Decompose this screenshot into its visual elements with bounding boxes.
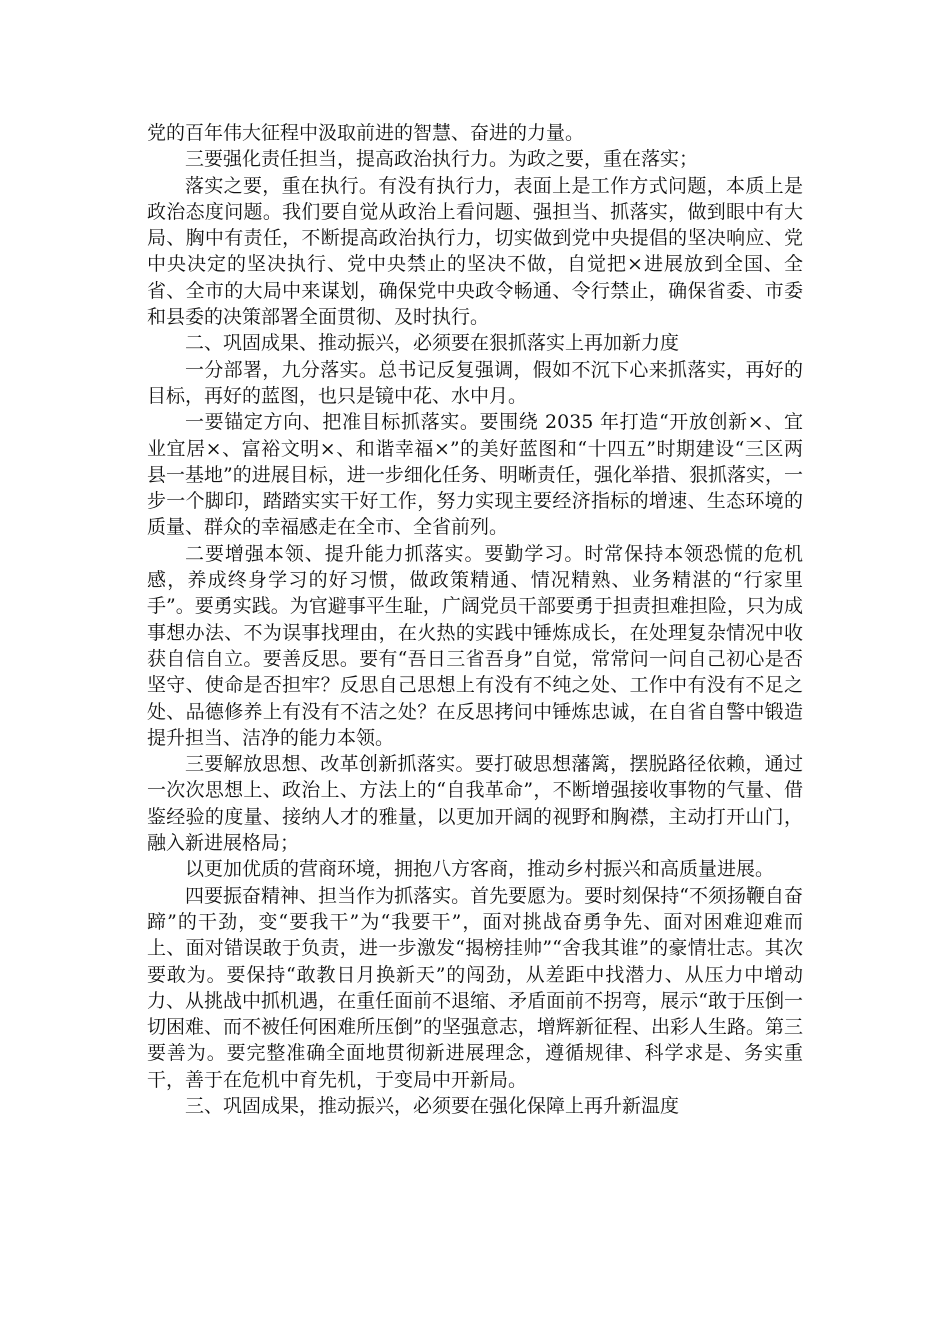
- section-heading: 三、巩固成果，推动振兴，必须要在强化保障上再升新温度: [185, 1094, 680, 1117]
- paragraph: 三要强化责任担当，提高政治执行力。为政之要，重在落实；: [185, 148, 699, 171]
- paragraph-continuation: 党的百年伟大征程中汲取前进的智慧、奋进的力量。: [147, 122, 585, 144]
- section-heading: 二、巩固成果、推动振兴，必须要在狠抓落实上再加新力度: [185, 332, 680, 355]
- paragraph: 一分部署，九分落实。总书记反复强调，假如不沉下心来抓落实，再好的目标，再好的蓝图，也只是镜中花、水中月。: [147, 358, 803, 407]
- document-body: [147, 120, 803, 1119]
- paragraph: 二要增强本领、提升能力抓落实。要勤学习。时常保持本领恐慌的危机感，养成终身学习的好习惯，做政策精通、情况精熟、业务精湛的“行家里手”。要勇实践。为官避事平生耻，广阔党员干部要勇于担责担难担险，只为成事想办法、不为误事找理由，在火热的实践中锤炼成长，在处理复杂情况中收获自信自立。要善反思。要有“吾日三省吾身”自觉，常常问一问自己初心是否坚守、使命是否担牢？反思自己思想上有没有不纯之处、工作中有没有不足之处、品德修养上有没有不洁之处？在反思拷问中锤炼忠诚，在自省自警中锻造提升担当、洁净的能力本领。: [147, 542, 803, 749]
- paragraph: 以更加优质的营商环境，拥抱八方客商，推动乡村振兴和高质量进展。: [185, 858, 775, 881]
- paragraph: 四要振奋精神、担当作为抓落实。首先要愿为。要时刻保持“不须扬鞭自奋蹄”的干劲，变“要我干”为“我要干”，面对挑战奋勇争先、面对困难迎难而上、面对错误敢于负责，进一步激发“揭榜挂帅”“舍我其谁”的豪情壮志。其次要敢为。要保持“敢教日月换新天”的闯劲，从差距中找潜力、从压力中增动力、从挑战中抓机遇，在重任面前不退缩、矛盾面前不拐弯，展示“敢于压倒一切困难、而不被任何困难所压倒”的坚强意志，增辉新征程、出彩人生路。第三要善为。要完整准确全面地贯彻新进展理念，遵循规律、科学求是、务实重干，善于在危机中育先机，于变局中开新局。: [147, 884, 803, 1091]
- paragraph: 三要解放思想、改革创新抓落实。要打破思想藩篱，摆脱路径依赖，通过一次次思想上、政治上、方法上的“自我革命”，不断增强接收事物的气量、借鉴经验的度量、接纳人才的雅量，以更加开阔的视野和胸襟，主动打开山门，融入新进展格局；: [147, 753, 803, 855]
- paragraph: 一要锚定方向、把准目标抓落实。要围绕 2035 年打造“开放创新×、宜业宜居×、富裕文明×、和谐幸福×”的美好蓝图和“十四五”时期建设“三区两县一基地”的进展目标，进一步细化任务、明晰责任，强化举措、狠抓落实，一步一个脚印，踏踏实实干好工作，努力实现主要经济指标的增速、生态环境的质量、群众的幸福感走在全市、全省前列。: [147, 411, 803, 539]
- paragraph: 落实之要，重在执行。有没有执行力，表面上是工作方式问题，本质上是政治态度问题。我们要自觉从政治上看问题、强担当、抓落实，做到眼中有大局、胸中有责任，不断提高政治执行力，切实做到党中央提倡的坚决响应、党中央决定的坚决执行、党中央禁止的坚决不做，自觉把×进展放到全国、全省、全市的大局中来谋划，确保党中央政令畅通、令行禁止，确保省委、市委和县委的决策部署全面贯彻、及时执行。: [147, 174, 803, 329]
